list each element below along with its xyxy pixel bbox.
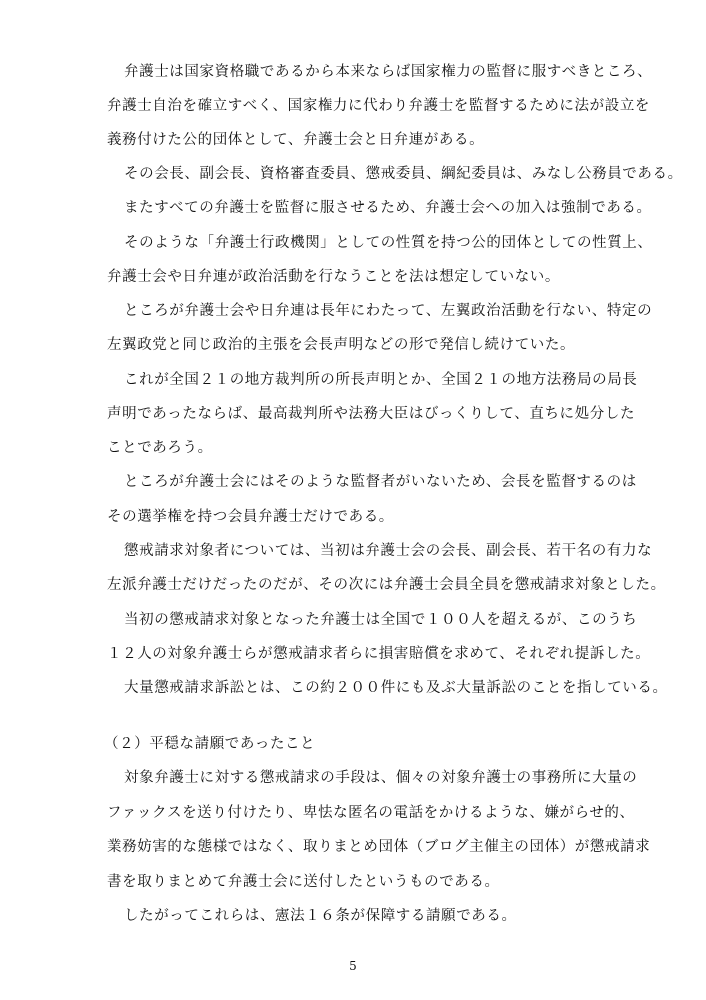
paragraph-line: これが全国２１の地方裁判所の所長声明とか、全国２１の地方法務局の局長 bbox=[124, 372, 638, 388]
paragraph-line: 声明であったならば、最高裁判所や法務大臣はびっくりして、直ちに処分した bbox=[107, 406, 636, 422]
paragraph-line: その会長、副会長、資格審査委員、懲戒委員、綱紀委員は、みなし公務員である。 bbox=[124, 166, 683, 182]
paragraph-line: そのような「弁護士行政機関」としての性質を持つ公的団体としての性質上、 bbox=[124, 235, 653, 251]
paragraph-line: 義務付けた公的団体として、弁護士会と日弁連がある。 bbox=[107, 132, 485, 148]
paragraph-line: ことであろう。 bbox=[107, 440, 213, 456]
section-heading: （２）平穏な請願であったこと bbox=[104, 736, 316, 752]
paragraph-line: 左派弁護士だけだったのだが、その次には弁護士会員全員を懲戒請求対象とした。 bbox=[107, 577, 666, 593]
paragraph-line: ところが弁護士会や日弁連は長年にわたって、左翼政治活動を行ない、特定の bbox=[124, 303, 653, 319]
paragraph-line: 当初の懲戒請求対象となった弁護士は全国で１００人を超えるが、このうち bbox=[124, 612, 638, 628]
page-number: 5 bbox=[349, 959, 357, 973]
paragraph-line: またすべての弁護士を監督に服させるため、弁護士会への加入は強制である。 bbox=[124, 200, 652, 216]
paragraph-line: 弁護士会や日弁連が政治活動を行なうことを法は想定していない。 bbox=[107, 269, 560, 285]
paragraph-line: 懲戒請求対象者については、当初は弁護士会の会長、副会長、若干名の有力な bbox=[124, 543, 653, 559]
paragraph-line: １２人の対象弁護士らが懲戒請求者らに損害賠償を求めて、それぞれ提訴した。 bbox=[107, 646, 651, 662]
paragraph-line: ところが弁護士会にはそのような監督者がいないため、会長を監督するのは bbox=[124, 474, 637, 490]
paragraph-line: 対象弁護士に対する懲戒請求の手段は、個々の対象弁護士の事務所に大量の bbox=[124, 770, 638, 786]
paragraph-line: 書を取りまとめて弁護士会に送付したというものである。 bbox=[107, 874, 500, 890]
paragraph-line: ファックスを送り付けたり、卑怯な匿名の電話をかけるような、嫌がらせ的、 bbox=[107, 805, 635, 821]
paragraph-line: 弁護士自治を確立すべく、国家権力に代わり弁護士を監督するために法が設立を bbox=[107, 98, 651, 114]
paragraph-line: 弁護士は国家資格職であるから本来ならば国家権力の監督に服すべきところ、 bbox=[124, 64, 653, 80]
paragraph-line: 業務妨害的な態様ではなく、取りまとめ団体（ブログ主催主の団体）が懲戒請求 bbox=[107, 839, 651, 855]
paragraph-line: 大量懲戒請求訴訟とは、この約２００件にも及ぶ大量訴訟のことを指している。 bbox=[124, 680, 668, 696]
paragraph-line: したがってこれらは、憲法１６条が保障する請願である。 bbox=[124, 908, 517, 924]
paragraph-line: その選挙権を持つ会員弁護士だけである。 bbox=[107, 509, 394, 525]
paragraph-line: 左翼政党と同じ政治的主張を会長声明などの形で発信し続けていた。 bbox=[107, 337, 576, 353]
